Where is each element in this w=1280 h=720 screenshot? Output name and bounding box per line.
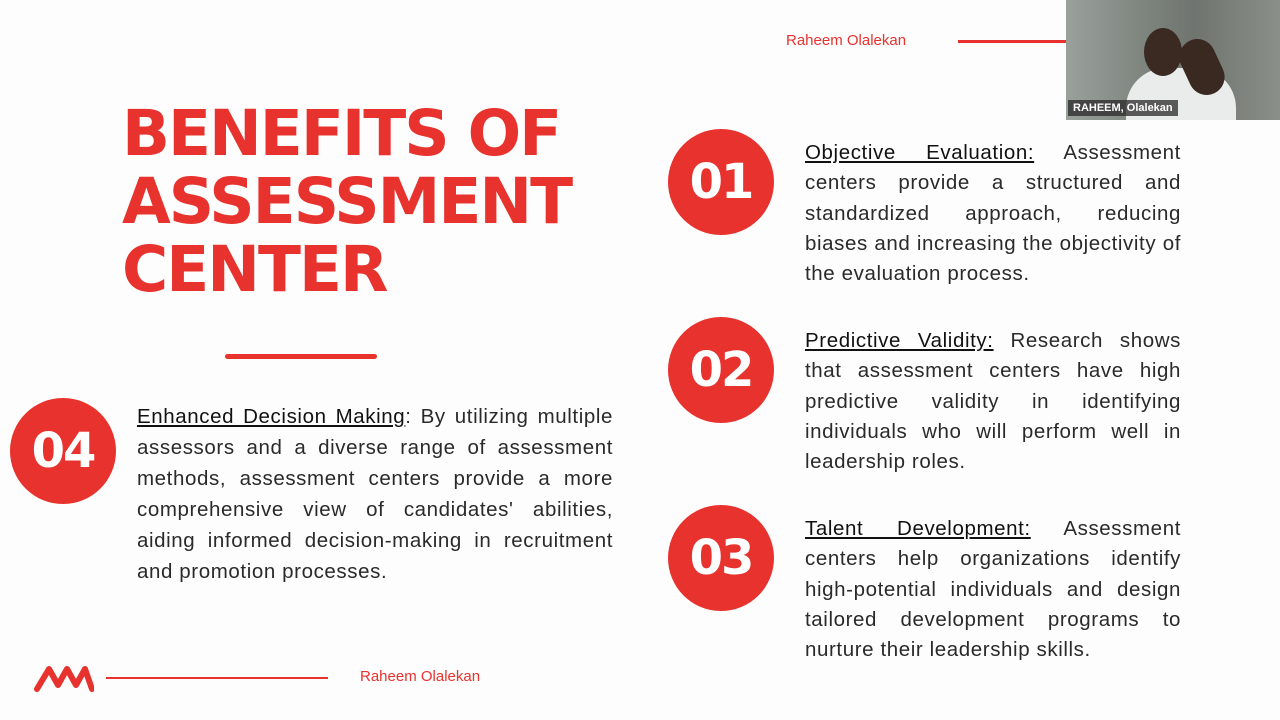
benefit-heading: Objective Evaluation: [805, 141, 1035, 164]
slide-title-line-3: CENTER [122, 233, 387, 306]
benefit-heading: Talent Development: [805, 517, 1031, 540]
slide-title-line-1: BENEFITS OF [122, 97, 561, 170]
benefit-heading: Enhanced Decision Making [137, 405, 406, 428]
number-badge-01: 01 [668, 129, 774, 235]
number-badge-02: 02 [668, 317, 774, 423]
slide-title [122, 97, 642, 306]
number-badge-04: 04 [10, 398, 116, 504]
benefit-text: Assessment centers help organizations identify high-potential individuals and design tailored development programs to nurture their leadership skills. [805, 517, 1181, 662]
benefit-item-talent-development [805, 514, 1181, 665]
benefit-text: Assessment centers provide a structured and standardized approach, reducing biases and increasing the objectivity of the evaluation process. [805, 141, 1181, 286]
slide-title-line-2: ASSESSMENT [122, 165, 572, 238]
benefit-text: : By utilizing multiple assessors and a diverse range of assessment methods, assessment centers provide a more comprehensive view of candidates' abilities, aiding informed decision-making in recruitment and promotion processes. [137, 405, 614, 583]
participant-video-tile[interactable] [1066, 0, 1280, 120]
footer-author: Raheem Olalekan [360, 668, 481, 685]
header-author: Raheem Olalekan [786, 32, 907, 49]
mm-logo-icon [34, 663, 94, 693]
participant-name-label: RAHEEM, Olalekan [1068, 100, 1178, 116]
benefit-item-predictive-validity [805, 326, 1181, 477]
benefit-heading: Predictive Validity: [805, 329, 994, 352]
title-underline [225, 354, 377, 359]
header-divider [958, 40, 1068, 43]
video-participant-head [1144, 28, 1182, 76]
benefit-text: Research shows that assessment centers have high predictive validity in identifying individuals who will perform well in leadership roles. [805, 329, 1181, 474]
number-badge-03: 03 [668, 505, 774, 611]
footer-divider [106, 677, 328, 679]
benefit-item-enhanced-decision-making [137, 401, 613, 587]
benefit-item-objective-evaluation [805, 138, 1181, 289]
